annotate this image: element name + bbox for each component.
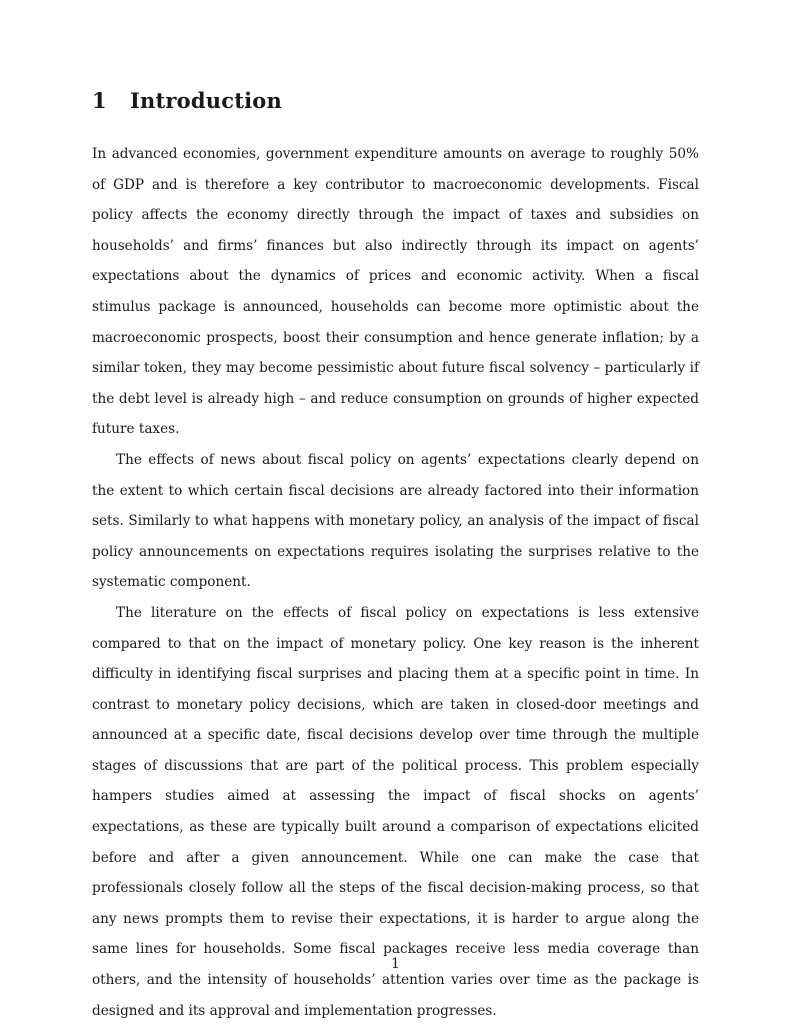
- section-title: Introduction: [130, 88, 282, 113]
- paragraph-1: In advanced economies, government expenditure amounts on average to roughly 50% of GDP and is therefore a key contributor to macroeconomic developments. Fiscal policy affects the economy directly through the impact of taxes and subsidies on households’ and firms’ finances but also indirectly through its impact on agents’ expectations about the dynamics of prices and economic activity. When a fiscal stimulus package is announced, households can become more optimistic about the macroeconomic prospects, boost their consumption and hence generate inflation; by a similar token, they may become pessimistic about future fiscal solvency – particularly if the debt level is already high – and reduce consumption on grounds of higher expected future taxes.: [92, 146, 699, 438]
- document-page: [92, 0, 699, 1024]
- section-heading: [92, 88, 282, 113]
- paragraph-3: The literature on the effects of fiscal policy on expectations is less extensive compared to that on the impact of monetary policy. One key reason is the inherent difficulty in identifying fiscal surprises and placing them at a specific point in time. In contrast to monetary policy decisions, which are taken in closed-door meetings and announced at a specific date, fiscal decisions develop over time through the multiple stages of discussions that are part of the political process. This problem especially hampers studies aimed at assessing the impact of fiscal shocks on agents’ expectations, as these are typically built around a comparison of expectations elicited before and after a given announcement. While one can make the case that professionals closely follow all the steps of the fiscal decision-making process, so that any news prompts them to revise their expectations, it is harder to argue along the same lines for households. Some fiscal packages receive less media coverage than others, and the intensity of households’ attention varies over time as the package is designed and its approval and implementation progresses.: [92, 604, 699, 1019]
- section-number: 1: [92, 88, 107, 113]
- paragraph-2: The effects of news about fiscal policy on agents’ expectations clearly depend on the extent to which certain fiscal decisions are already factored into their information sets. Similarly to what happens with monetary policy, an analysis of the impact of fiscal policy announcements on expectations requires isolating the surprises relative to the systematic component.: [92, 451, 699, 591]
- page-number: 1: [391, 956, 400, 972]
- body-text: [92, 139, 699, 1026]
